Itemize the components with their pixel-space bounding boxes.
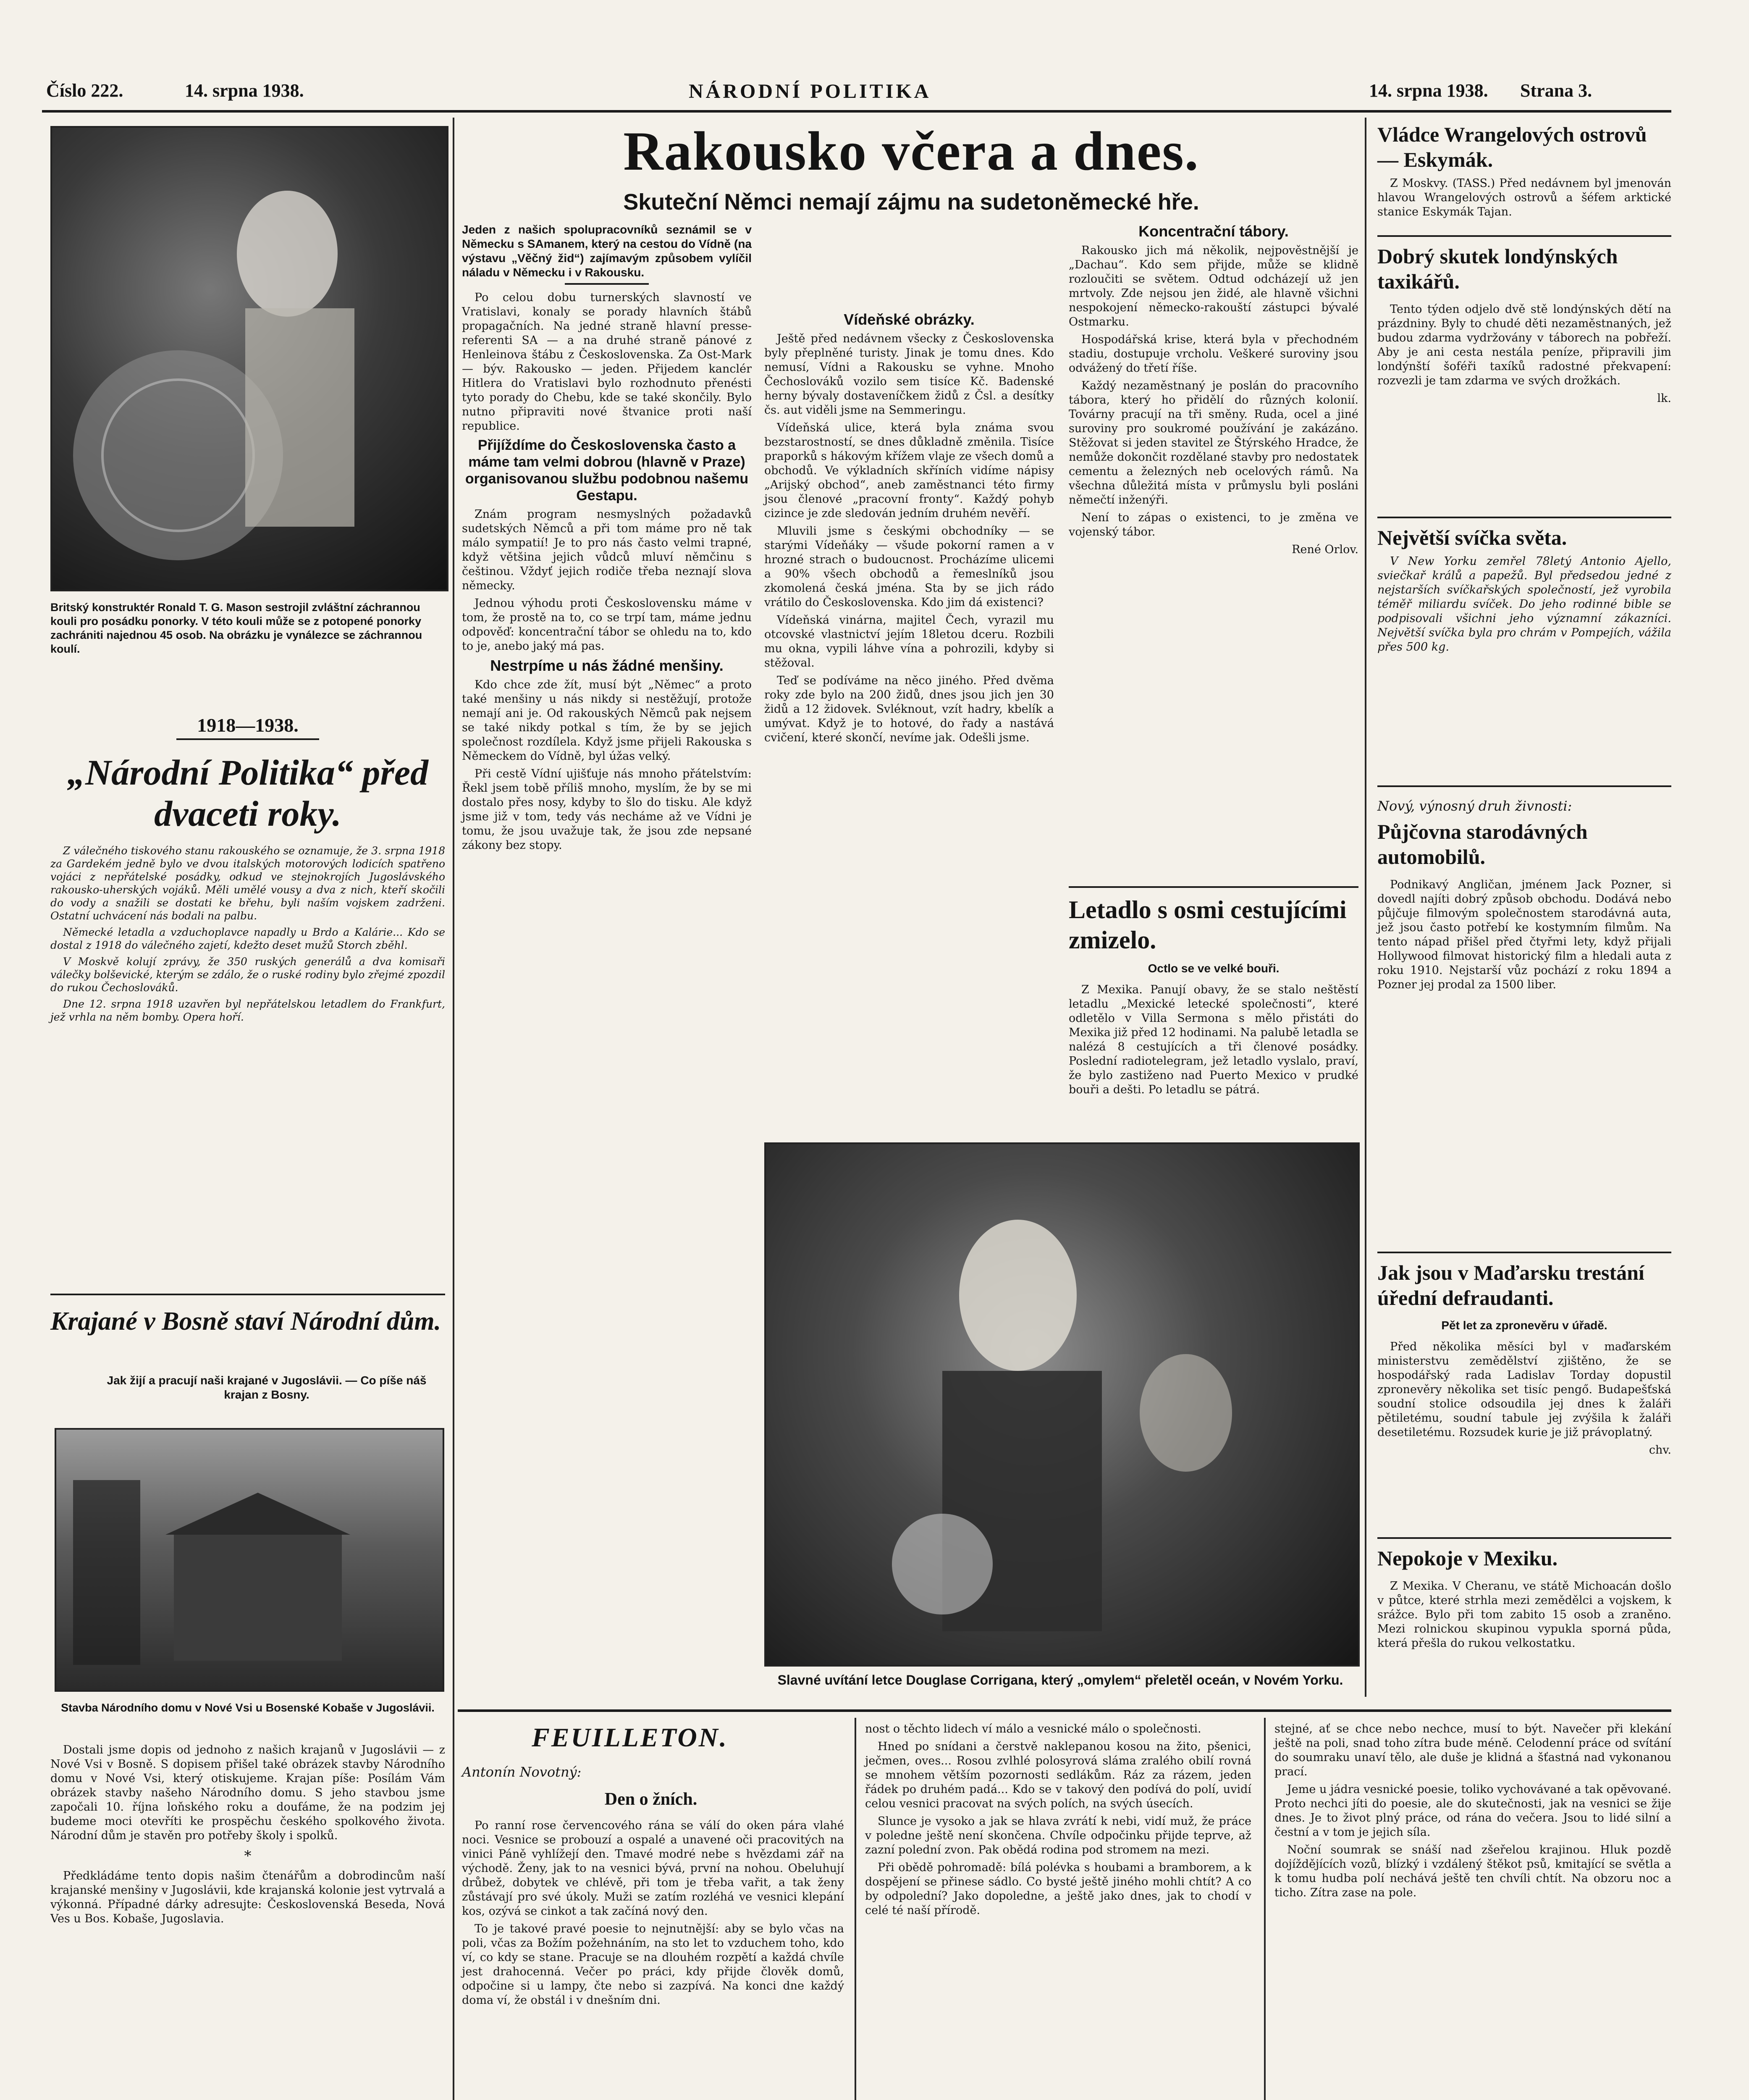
candle-paragraph: V New Yorku zemřel 78letý Antonio Ajello, sviečkař králů a papežů. Byl předsedou jedné z nejstarších svíčkařských společností, jež vyrobila téměř miliardu svíček. Do jeho rodinné bible se podpisovali všichni jeho významní zákazníci. Největší svíčka byla pro chrám v Pompejích, vážila přes 500 kg.	[1377, 555, 1671, 654]
feuilleton-paragraph: Jeme u jádra vesnické poesie, toliko vychovávané a tak opěvované. Proto nechci jíti do poesie, ale do skutečnosti, jak na vesnici se žije dnes. Je to život plný práce, od rána do večera. Jsou to lidé silní a čestní a v tom je jejich síla.	[1274, 1783, 1671, 1839]
section-rule	[50, 1294, 445, 1295]
feuilleton-paragraph: Slunce je vysoko a jak se hlava zvrátí k nebi, vidí muž, že práce v poledne ještě není skončena. Chvíle odpočinku přijde teprve, až zazní polední zvon. Pak obědá rodina pod stromem na mezi.	[865, 1815, 1251, 1856]
main-paragraph: Vídeňská ulice, která byla známa svou bezstarostností, se dnes důkladně změnila. Tisíce praporků s hákovým křížem vlaje ze všech domů a obchodů. Ve výkladních skříních vidíme nápisy „Arijský obchod“, aneb zaměstnanci této firmy jsou členové „pracovní fronty“. Každý pohyb cizince je zde sledován jedním druhém nevěří.	[764, 421, 1054, 520]
anniversary-rule	[176, 738, 319, 740]
main-paragraph: Ještě před nedávnem všecky z Československa byly přeplněné turisty. Jinak je tomu dnes. Kdo nemusí, Vídni a Rakousku se vyhne. Mnoho Čechoslováků vozilo sem tisíce Kč. Badenské herny bývaly dostaveníčkem židů z Čsl. a desítky čs. aut viděli jsme na Semmeringu.	[764, 332, 1054, 417]
krajane-title: Krajané v Bosně staví Národní dům.	[50, 1307, 441, 1336]
feuilleton-paragraph: nost o těchto lidech ví málo a vesnické málo o společnosti.	[865, 1722, 1201, 1735]
main-article-title: Rakousko včera a dnes.	[623, 120, 1199, 182]
auto-paragraph: Podnikavý Angličan, jménem Jack Pozner, si dovedl najíti dobrý způsob obchodu. Dodává nebo půjčuje filmovým společnostem starodávná auta, jež jsou často potřebí ke kostymním filmům. Na tento nápad přišel před čtyřmi lety, když přijali Hollywood filmovat historický film a hledali auta z roku 1910. Nejstarší vůz pochází z roku 1894 a Pozner jej prodal za 1500 liber.	[1377, 878, 1671, 991]
main-paragraph: Kdo chce zde žít, musí být „Němec“ a proto také menšiny u nás nikdy si nestěžují, protože nemají ani je. Od rakouských Němců pak nejsem se také nikdy potkal s tím, že by se jejich společnost rozdílela. Když jsme přijeli Rakouska s Německem do Vídně, byl úžas velký.	[462, 678, 752, 763]
taxi-signature: lk.	[1657, 392, 1671, 405]
section-rule	[1377, 1537, 1671, 1539]
national-house-photo	[55, 1428, 444, 1692]
taxi-text	[1377, 302, 1671, 409]
column-divider	[453, 118, 454, 2100]
wrangel-paragraph: Z Moskvy. (TASS.) Před nedávnem byl jmenován hlavou Wrangelových ostrovů a šéfem arktické stanice Eskymák Tajan.	[1377, 177, 1671, 218]
main-paragraph: Rakousko jich má několik, nejpověstnější je „Dachau“. Kdo sem přijde, může se klidně rozloučiti se světem. Odtud odcházejí už jen mrtvoly. Zde nejsou jen židé, ale hlavně všichni nespokojení německo-rakouští zástupci bývalé Ostmarku.	[1069, 244, 1358, 328]
section-rule	[1377, 1252, 1671, 1253]
wrangel-text	[1377, 176, 1671, 223]
krajane-text	[50, 1743, 445, 1929]
camps-subhead: Koncentrační tábory.	[1138, 223, 1289, 240]
feuilleton-divider	[855, 1718, 856, 2100]
rescue-sphere-photo	[50, 126, 448, 591]
national-house-illustration	[56, 1430, 443, 1690]
section-rule	[1377, 235, 1671, 237]
mexico-text	[1377, 1579, 1671, 1654]
mexico-paragraph: Z Mexika. V Cheranu, ve státě Michoacán došlo v půtce, které strhla mezi zemědělci a vojskem, k srážce. Bylo při tom zabito 15 osob a zraněno. Mezi rolnickou skupinou vypukla sporná půda, která přešla do rukou velkostatku.	[1377, 1580, 1671, 1650]
plane-text	[1069, 983, 1358, 1100]
hungary-title: Jak jsou v Maďarsku trestání úřední defraudanti.	[1377, 1261, 1644, 1310]
anniversary-paragraph: Dne 12. srpna 1918 uzavřen byl nepřátelskou letadlem do Frankfurt, jež vrhla na něm bomby. Opera hoří.	[50, 998, 445, 1023]
corrigan-illustration	[766, 1144, 1358, 1665]
main-paragraph: Vídeňská vinárna, majitel Čech, vyrazil mu otcovské vlastnictví jejím 18letou dceru. Rozbili mu okna, vypili láhve vína a pohrozili, kdyby si stěžoval.	[764, 614, 1054, 669]
article-author: René Orlov.	[1292, 543, 1358, 556]
main-paragraph: Teď se podíváme na něco jiného. Před dvěma roky zde bylo na 200 židů, dnes jsou jich jen 30 židů a 12 židovek. Svléknout, vzít hadry, kbelík a umývat. Když je to hotové, do řady a nastává cvičení, které skončí, nevíme jak. Odešli jsme.	[764, 674, 1054, 744]
main-article-col3	[1069, 223, 1358, 560]
section-rule	[1377, 785, 1671, 787]
main-paragraph: Mluvili jsme s českými obchodníky — se starými Vídeňáky — všude pokorní ramen a v hrozné strach o budoucnost. Procházíme ulicemi a 90% všech obchodů a řemeslníků jsou zkomolená česká jména. Sta by se jich rádo vrátilo do Československa. Kdo jim dá existenci?	[764, 525, 1054, 609]
feuilleton-paragraph: Hned po snídani a čerstvě naklepanou kosou na žito, pšenici, ječmen, oves... Rosou zvlhlé polosyrová sláma zralého obilí rovná se mnohem větším pozornosti sedlákům. Ráz za rázem, jeden řádek po druhém padá... Kdo se v takový den podívá do polí, uvidí celou vesnici pracovat na svých polích, na svých úsecích.	[865, 1740, 1251, 1810]
main-paragraph: Jednou výhodu proti Československu máme v tom, že prostě na to, co se trpí tam, máme jednu odpověď: koncentrační tábor se ohledu na to, kdo to je, anebo jaký má pas.	[462, 597, 752, 653]
auto-title: Půjčovna starodávných automobilů.	[1377, 820, 1588, 869]
mexico-title: Nepokoje v Mexiku.	[1377, 1546, 1558, 1570]
anniversary-paragraph: V Moskvě kolují zprávy, že 350 ruských generálů a dva komisaři válečky bolševické, kterým se zdálo, že o ruské rodiny bylo zřejmé zpozdil do rukou Čechoslováků.	[50, 956, 445, 994]
feuilleton-divider	[1264, 1718, 1266, 2100]
feuilleton-title: Den o žních.	[604, 1790, 698, 1809]
main-paragraph: Hospodářská krise, která byla v přechodném stadiu, dostupuje vrcholu. Veškeré suroviny jsou odvážený do třetí říše.	[1069, 333, 1358, 375]
feuilleton-paragraph: To je takové pravé poesie to nejnutnější: aby se bylo včas na poli, včas za Božím požehnáním, na sto let to vzduchem toho, kdo ví, co kdy se stane. Pracuje se na dlouhém rozpětí a každá chvíle jest drahocenná. Večer po práci, kdy přijde člověk domů, odpočine si u lampy, čte nebo si zazpívá. Na konci dne každý doma ví, že obstál i v dnešním dni.	[462, 1922, 844, 2007]
national-house-caption: Stavba Národního domu v Nové Vsi u Bosenské Kobaše v Jugoslávii.	[61, 1701, 435, 1714]
taxi-paragraph: Tento týden odjelo dvě stě londýnských dětí na prázdniny. Byly to chudé děti nezaměstnaných, jež budou zdarma vydržovány v táborech na pobřeží. Aby je ani cesta nestála peníze, připravili jim londýnští šoféři taxíků radostné překvapení: rozvezli je tam zdarma ve svých drožkách.	[1377, 303, 1671, 387]
hungary-subtitle: Pět let za zpronevěru v úřadě.	[1441, 1319, 1607, 1332]
candle-text	[1377, 554, 1671, 658]
taxi-title: Dobrý skutek londýnských taxikářů.	[1377, 244, 1618, 293]
section-rule	[1377, 517, 1671, 518]
feuilleton-paragraph: Noční soumrak se snáší nad zšeřelou krajinou. Hluk pozdě dojíždějících vozů, blízký i vzdálený štěkot psů, kmitající se světla a k tomu hudba polí nechává ještě ten chvíli chtít. Na obzoru noc a ticho. Zítra zase na pole.	[1274, 1843, 1671, 1899]
anniversary-text	[50, 844, 445, 1027]
auto-kicker: Nový, výnosný druh živnosti:	[1377, 798, 1572, 814]
main-subhead: Přijíždíme do Československa často a máme tam velmi dobrou (hlavně v Praze) organisovanou službu podobnou našemu Gestapu.	[465, 437, 749, 504]
feuilleton-header: FEUILLETON.	[532, 1722, 728, 1752]
plane-title: Letadlo s osmi cestujícími zmizelo.	[1069, 896, 1347, 954]
main-paragraph: Není to zápas o existenci, to je změna ve vojenský tábor.	[1069, 511, 1358, 538]
issue-date-right: 14. srpna 1938.	[1369, 80, 1488, 101]
krajane-paragraph: Předkládáme tento dopis našim čtenářům a dobrodincům naší krajanské menšiny v Jugoslávii, kde krajanská kolonie jest vytrvalá a výkonná. Případné dárky adresujte: Československá Beseda, Nová Ves u Bos. Kobaše, Jugoslavia.	[50, 1869, 445, 1925]
feuilleton-rule	[458, 1709, 1671, 1712]
krajane-subtitle: Jak žijí a pracují naši krajané v Jugoslávii. — Co píše náš krajan z Bosny.	[107, 1374, 427, 1401]
anniversary-paragraph: Z válečného tiskového stanu rakouského se oznamuje, že 3. srpna 1918 za Gardekém jedně bylo ve dvou italských motorových lodicích spatřeno vojáci z nepřátelské posádky, odkud ve stejnokrojích Jugoslávského rakousko-uherských vojáků. Měli umělé vousy a dva z nich, kteří skočili do vody a snažili se dostati ke břehu, byli naším vojskem zadrženi. Ostatní uchvácení nás bodali na palbu.	[50, 845, 445, 922]
main-article-lead: Jeden z našich spolupracovníků seznámil se v Německu s SAmanem, který na cestou do Vídně (na výstavu „Věčný žid“) zajímavým způsobem vylíčil náladu v Německu i v Rakousku.	[462, 223, 752, 279]
main-paragraph: Znám program nesmyslných požadavků sudetských Němců a při tom máme pro ně tak málo sympatií! Je to pro nás často velmi trapné, když většina jejich vůdců mluví němčinu s češtinou. Vždyť jejich rodiče třeba neznají slova německy.	[462, 508, 752, 592]
anniversary-title: „Národní Politika“ před dvaceti roky.	[67, 752, 429, 834]
feuilleton-col1	[462, 1819, 844, 2011]
hungary-signature: chv.	[1649, 1444, 1671, 1457]
vienna-subhead: Vídeňské obrázky.	[844, 311, 975, 328]
feuilleton-paragraph: stejné, ať se chce nebo nechce, musí to být. Navečer při klekání ještě na poli, snad toho zítra bude méně. Celodenní práce od svítání do soumraku unaví tělo, ale duše je klidná a šťastná nad vykonanou prací.	[1274, 1722, 1671, 1778]
page-number: Strana 3.	[1520, 80, 1592, 101]
main-paragraph: Každý nezaměstnaný je poslán do pracovního tábora, který ho přidělí do různých kolonií. Továrny pracují na tři směny. Ruda, ocel a jiné suroviny pro soukromé používání je zakázáno. Stěžovat si jeden stavitel ze Štýrského Hradce, že nemůže dokončit rozdělané stavby pro nedostatek cementu a železných neb ocelových rámů. Na všechna důležitá místa v průmyslu byli posláni němečtí inženýři.	[1069, 379, 1358, 507]
main-subhead: Nestrpíme u nás žádné menšiny.	[490, 657, 724, 674]
feuilleton-paragraph: Po ranní rose červencového rána se válí do oken pára vlahé noci. Vesnice se probouzí a ospalé a unavené oči pracovitých na vinici Páně vyhlížejí den. Tmavé modré nebe s hvězdami zář na východě. Ženy, jak to na vesnici bývá, první na nohou. Obeluhují drůbež, dobytek ve chlévě, při tom je třeba vařit, a tak ženy zůstávají pro své úkoly. Muži se zatím rozléhá ve vesnici klepání kos, ozývá se cinkot a tak začíná nový den.	[462, 1819, 844, 1918]
main-article-col1	[462, 223, 752, 856]
krajane-paragraph: Dostali jsme dopis od jednoho z našich krajanů v Jugoslávii — z Nové Vsi v Bosně. S dopisem přišel také obrázek stavby Národního domu v Nové Vsi, který otiskujeme. Krajan píše: Posílám Vám obrázek stavby našeho Národního domu. S jeho stavbou jsme započali 10. října loňského roku a doufáme, že na podzim jej budeme moci otevříti ke prospěchu českého spolkového života. Národní dům je stavěn pro potřeby školy i spolků.	[50, 1743, 445, 1842]
main-article-col2	[764, 311, 1054, 748]
hungary-text	[1377, 1340, 1671, 1461]
hungary-paragraph: Před několika měsíci byl v maďarském ministerstvu zemědělství zjištěno, že se hospodářský rada Ladislav Torday dopustil zpronevěry několika set tisíc pengő. Budapešťská soudní stolice odsoudila jej dnes k žaláři pětiletému, soudní tabule jej zvýšila k žaláři desetiletému. Rozsudek kurie je již právoplatný.	[1377, 1340, 1671, 1439]
auto-text	[1377, 878, 1671, 995]
main-article-subtitle: Skuteční Němci nemají zájmu na sudetoněmecké hře.	[623, 189, 1199, 215]
main-paragraph: Po celou dobu turnerských slavností ve Vratislavi, konaly se porady hlavních štábů propagačních. Na jedné straně hlavní presse-referenti SA — a na druhé straně pánové z Henleinova štábu z Československa. Za Ost-Mark — býv. Rakousko — jeden. Přijedem kanclér Hitlera do Vratislavi bylo rozhodnuto přenésti tyto porady do Chebu, kde se také skončily. Bylo nutno připraviti nové štvanice proti naší republice.	[462, 291, 752, 433]
corrigan-photo	[764, 1142, 1360, 1667]
star-separator: *	[244, 1848, 252, 1864]
plane-paragraph: Z Mexika. Panují obavy, že se stalo neštěstí letadlu „Mexické letecké společnosti“, které odletělo v Villa Sermona s mělo přistáti do Mexika již před 12 hodinami. Na palubě letadla se nalézá 8 cestujících a tři členové posádky. Poslední radiotelegram, jež letadlo vyslalo, praví, že bylo zastiženo nad Puerto Mexico v prudké bouři a dešti. Po letadlu se pátrá.	[1069, 983, 1358, 1096]
issue-number: Číslo 222.	[46, 80, 123, 101]
candle-title: Největší svíčka světa.	[1377, 526, 1567, 549]
anniversary-years: 1918—1938.	[197, 714, 299, 736]
section-rule	[1069, 886, 1358, 888]
lead-rule	[565, 283, 649, 285]
corrigan-caption: Slavné uvítání letce Douglase Corrigana, který „omylem“ přeletěl oceán, v Novém Yorku.	[777, 1672, 1343, 1688]
main-paragraph: Při cestě Vídní ujišťuje nás mnoho přátelstvím: Řekl jsem tobě příliš mnoho, myslím, že by se mi dostalo přes nosy, kdyby to šlo do tisku. Ale když jsme již v tom, tedy vás necháme až ve Vídni je tomu, že jsou uvažuje tak, že jsou zde nepsané zákony bez stopy.	[462, 767, 752, 852]
anniversary-paragraph: Německé letadla a vzduchoplavce napadly u Brdo a Kalárie... Kdo se dostal z 1918 do válečného zajetí, kdežto deset mužů Storch zběhl.	[50, 926, 445, 951]
wrangel-title: Vládce Wrangelových ostrovů — Eskymák.	[1377, 123, 1647, 171]
plane-subtitle: Octlo se ve velké bouři.	[1148, 962, 1280, 975]
feuilleton-col3	[1274, 1722, 1671, 1903]
rescue-sphere-caption: Britský konstruktér Ronald T. G. Mason sestrojil zvláštní záchrannou kouli pro posádku ponorky. V této kouli může se z potopené ponorky zachrániti najednou 45 osob. Na obrázku je vynálezce se záchrannou koulí.	[50, 601, 422, 655]
issue-date-left: 14. srpna 1938.	[185, 80, 304, 101]
rescue-sphere-illustration	[52, 128, 447, 590]
header-rule	[42, 110, 1671, 113]
paper-name: NÁRODNÍ POLITIKA	[689, 80, 931, 102]
feuilleton-author: Antonín Novotný:	[462, 1764, 582, 1780]
column-divider	[1365, 118, 1366, 1697]
feuilleton-col2	[865, 1722, 1251, 1921]
feuilleton-paragraph: Při obědě pohromadě: bílá polévka s houbami a bramborem, a k dospějení se přinese sádlo. Co bysté ještě jiného mohli chtít? A co by odpolední? Jako dopoledne, a ještě jako dnes, jak to chodí v celé té naší přírodě.	[865, 1861, 1251, 1917]
